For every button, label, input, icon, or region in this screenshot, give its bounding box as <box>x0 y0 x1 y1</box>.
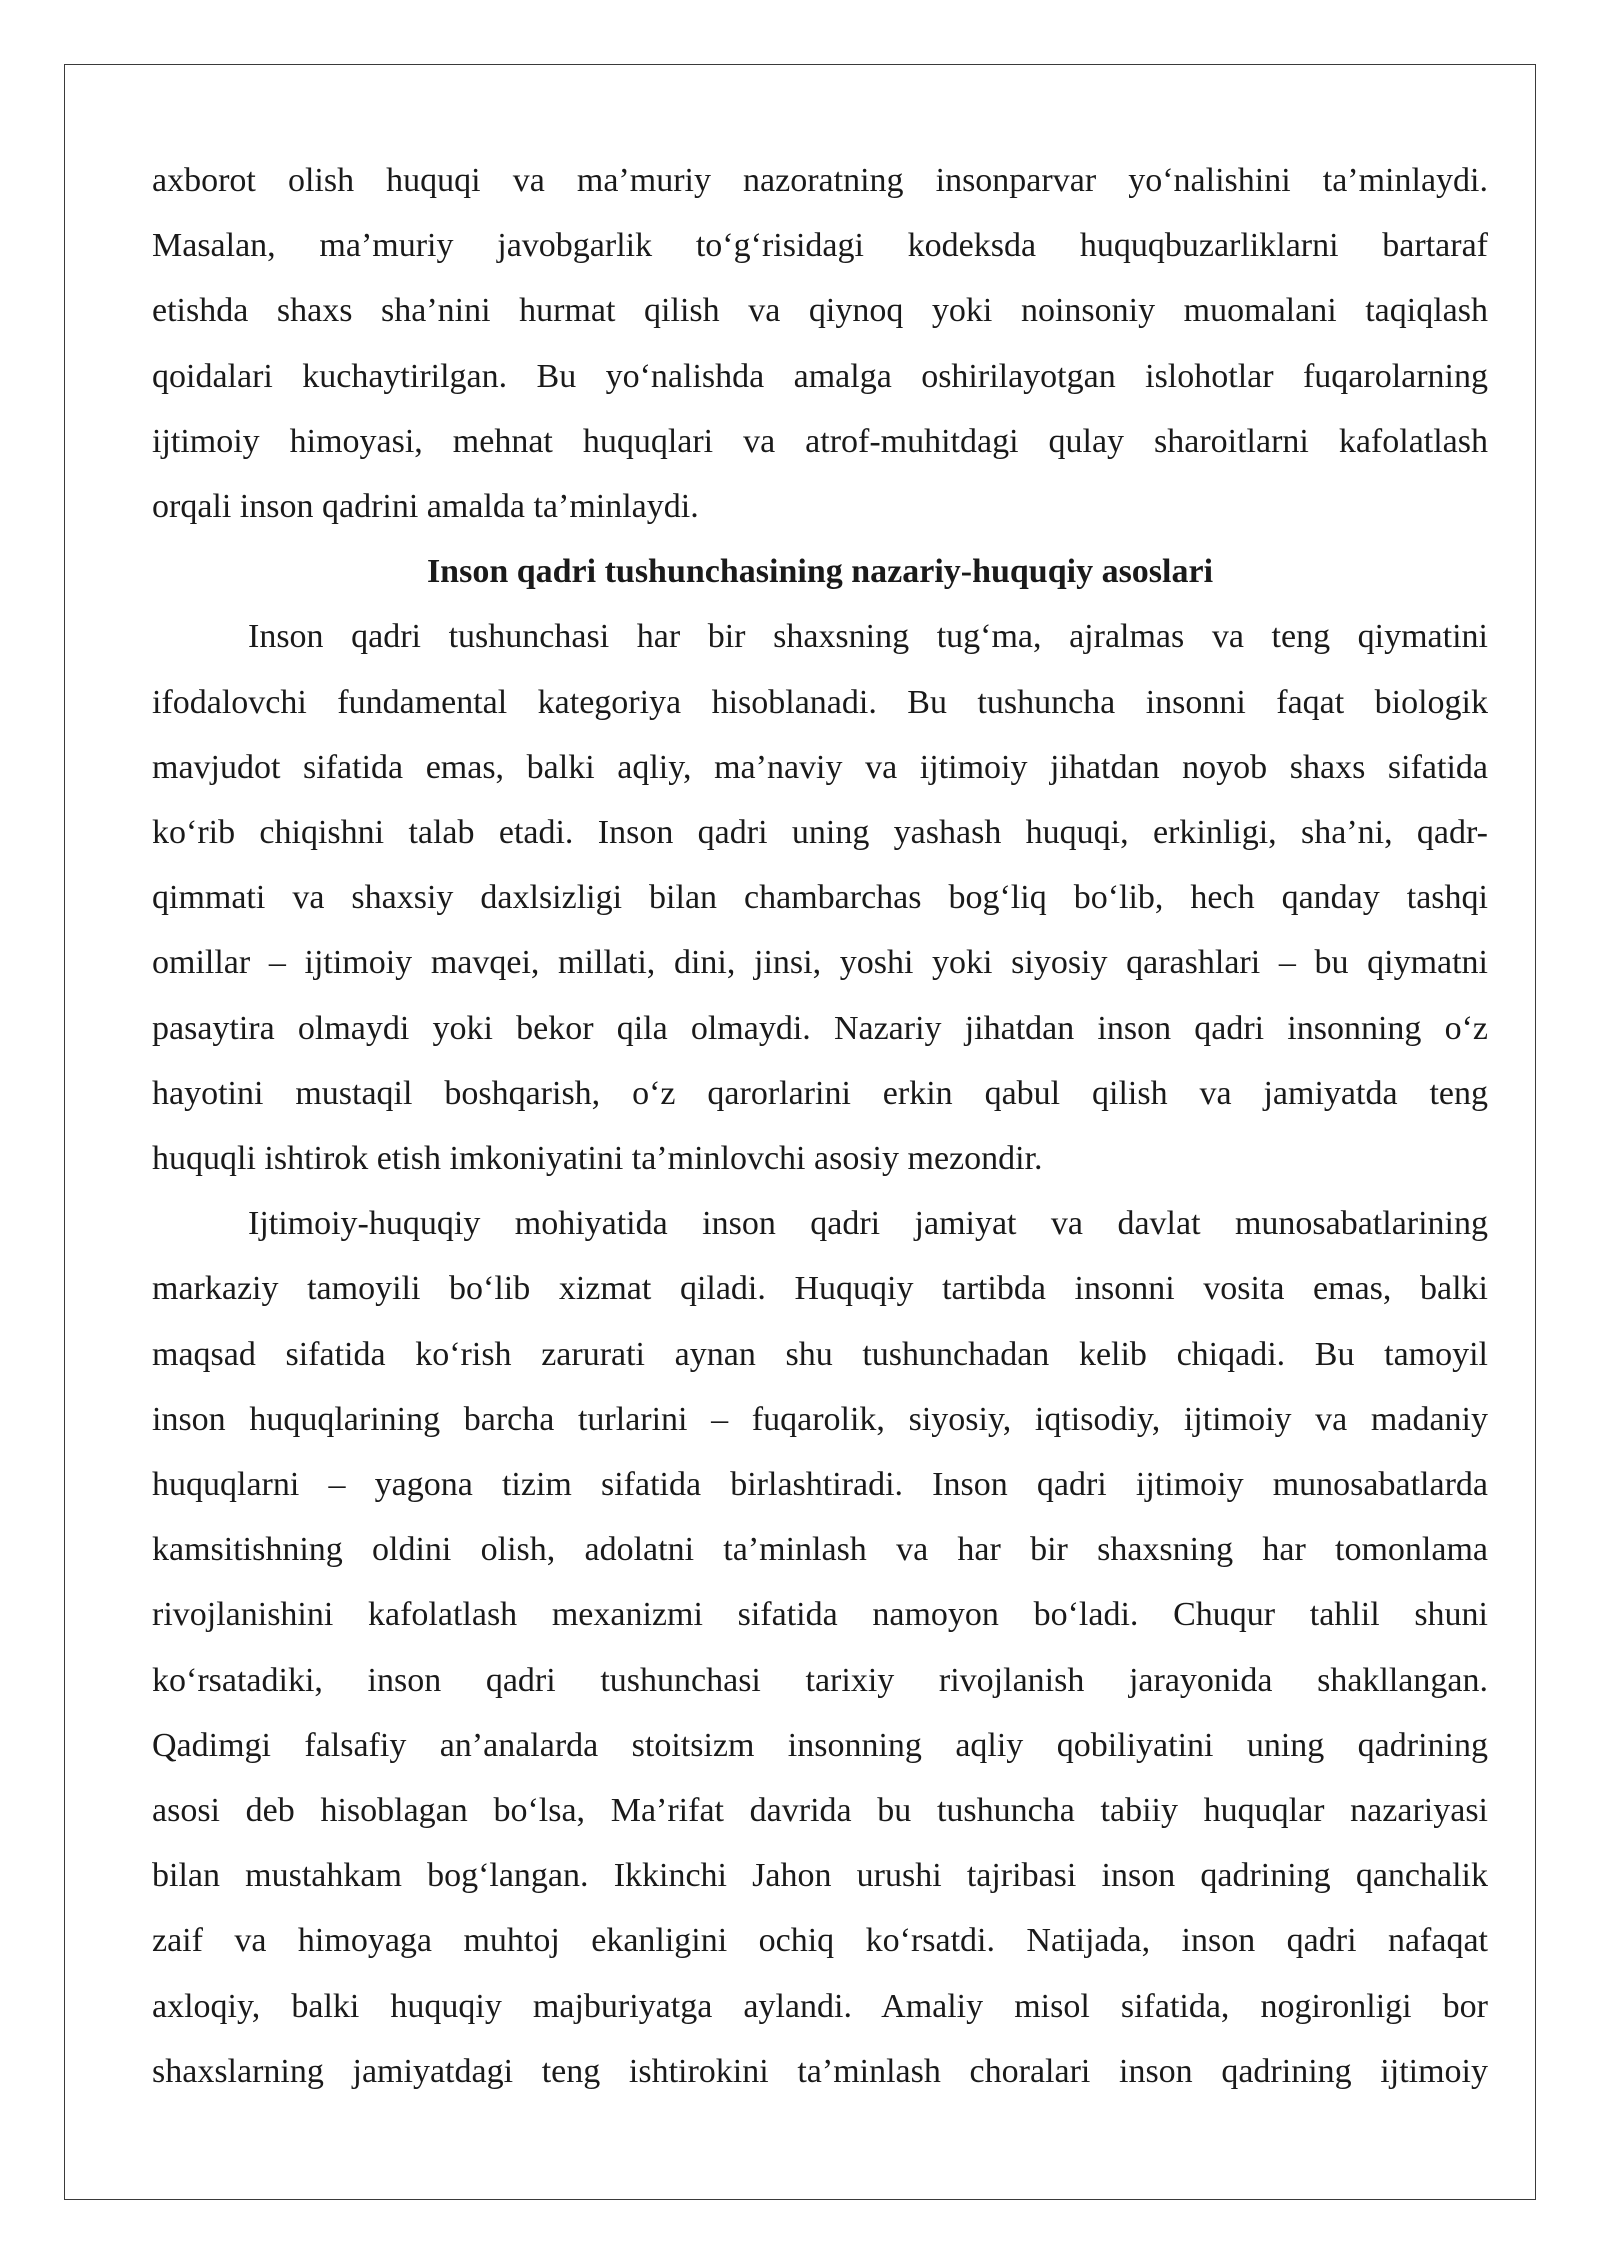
text-line: axloqiy, balki huquqiy majburiyatga aylandi. Amaliy misol sifatida, nogironligi bor <box>152 1987 1488 2025</box>
text-line: omillar – ijtimoiy mavqei, millati, dini, jinsi, yoshi yoki siyosiy qarashlari – bu qiymatni <box>152 944 1488 982</box>
paragraph-3 <box>152 1191 1488 2104</box>
text-line: ko‘rsatadiki, inson qadri tushunchasi tarixiy rivojlanish jarayonida shakllangan. <box>152 1661 1488 1699</box>
text-line: axborot olish huquqi va ma’muriy nazoratning insonparvar yo‘nalishini ta’minlaydi. <box>152 162 1488 199</box>
text-line: qimmati va shaxsiy daxlsizligi bilan chambarchas bog‘liq bo‘lib, hech qanday tashqi <box>152 879 1488 917</box>
text-line: Masalan, ma’muriy javobgarlik to‘g‘risidagi kodeksda huquqbuzarliklarni bartaraf <box>152 227 1488 265</box>
text-line: huquqli ishtirok etish imkoniyatini ta’minlovchi asosiy mezondir. <box>152 1140 1043 1178</box>
section-heading: Inson qadri tushunchasining nazariy-huquqiy asoslari <box>426 553 1214 591</box>
text-line: Ijtimoiy-huquqiy mohiyatida inson qadri jamiyat va davlat munosabatlarining <box>248 1205 1488 1243</box>
text-line: bilan mustahkam bog‘langan. Ikkinchi Jahon urushi tajribasi inson qadrining qanchalik <box>152 1857 1488 1895</box>
document-body <box>152 148 1488 2104</box>
text-line: rivojlanishini kafolatlash mexanizmi sifatida namoyon bo‘ladi. Chuqur tahlil shuni <box>152 1596 1488 1634</box>
text-line: shaxslarning jamiyatdagi teng ishtirokini ta’minlash choralari inson qadrining ijtimoiy <box>152 2052 1488 2090</box>
text-line: Inson qadri tushunchasi har bir shaxsning tug‘ma, ajralmas va teng qiymatini <box>248 618 1488 656</box>
text-line: ijtimoiy himoyasi, mehnat huquqlari va atrof-muhitdagi qulay sharoitlarni kafolatlash <box>152 422 1488 460</box>
text-line: etishda shaxs sha’nini hurmat qilish va qiynoq yoki noinsoniy muomalani taqiqlash <box>152 292 1488 330</box>
paragraph-1 <box>152 148 1488 539</box>
text-line: qoidalari kuchaytirilgan. Bu yo‘nalishda amalga oshirilayotgan islohotlar fuqarolarning <box>152 357 1488 395</box>
text-line: maqsad sifatida ko‘rish zarurati aynan shu tushunchadan kelib chiqadi. Bu tamoyil <box>152 1335 1488 1373</box>
text-line: ko‘rib chiqishni talab etadi. Inson qadri uning yashash huquqi, erkinligi, sha’ni, qadr- <box>152 814 1488 852</box>
text-line: zaif va himoyaga muhtoj ekanligini ochiq ko‘rsatdi. Natijada, inson qadri nafaqat <box>152 1922 1488 1960</box>
text-line: hayotini mustaqil boshqarish, o‘z qarorlarini erkin qabul qilish va jamiyatda teng <box>152 1074 1488 1112</box>
text-line: kamsitishning oldini olish, adolatni ta’minlash va har bir shaxsning har tomonlama <box>152 1531 1488 1569</box>
text-line: huquqlarni – yagona tizim sifatida birlashtiradi. Inson qadri ijtimoiy munosabatlarda <box>152 1466 1488 1504</box>
text-line: orqali inson qadrini amalda ta’minlaydi. <box>152 488 699 526</box>
text-line: asosi deb hisoblagan bo‘lsa, Ma’rifat davrida bu tushuncha tabiiy huquqlar nazariyasi <box>152 1792 1488 1830</box>
text-line: Qadimgi falsafiy an’analarda stoitsizm insonning aqliy qobiliyatini uning qadrining <box>152 1726 1488 1764</box>
text-line: mavjudot sifatida emas, balki aqliy, ma’naviy va ijtimoiy jihatdan noyob shaxs sifatida <box>152 748 1488 786</box>
text-line: ifodalovchi fundamental kategoriya hisoblanadi. Bu tushuncha insonni faqat biologik <box>152 683 1488 721</box>
text-line: markaziy tamoyili bo‘lib xizmat qiladi. Huquqiy tartibda insonni vosita emas, balki <box>152 1270 1488 1308</box>
paragraph-2 <box>152 604 1488 1191</box>
text-line: inson huquqlarining barcha turlarini – fuqarolik, siyosiy, iqtisodiy, ijtimoiy va madaniy <box>152 1400 1488 1438</box>
text-line: pasaytira olmaydi yoki bekor qila olmaydi. Nazariy jihatdan inson qadri insonning o‘z <box>152 1009 1488 1047</box>
